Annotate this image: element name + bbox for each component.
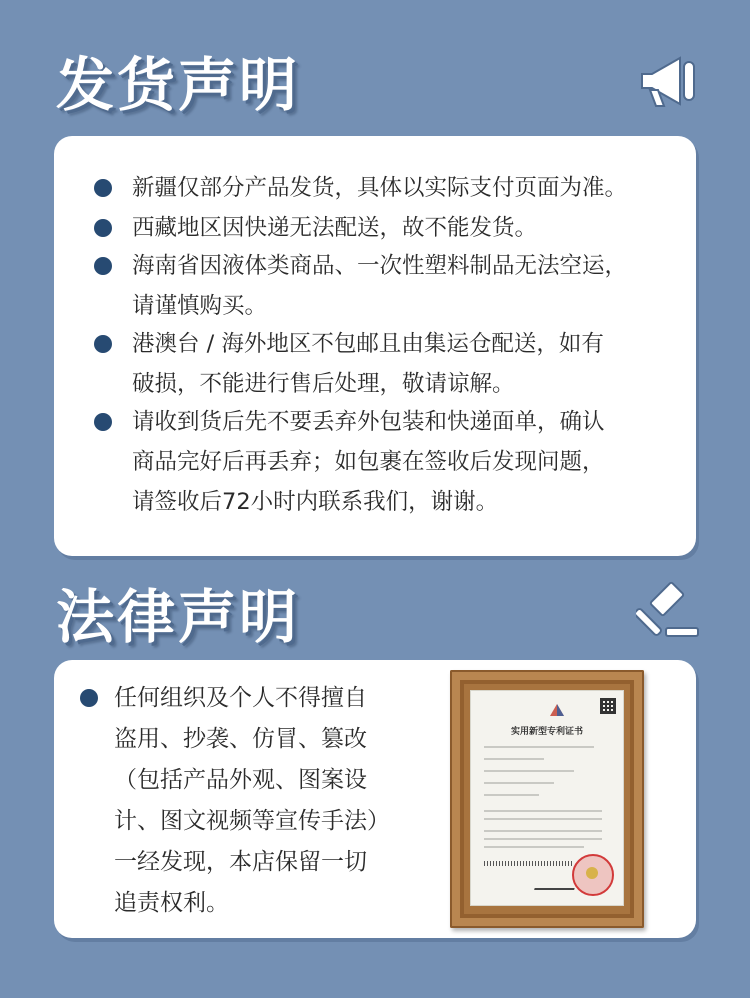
certificate-title: 实用新型专利证书	[510, 727, 583, 737]
bullet-icon	[94, 257, 112, 275]
megaphone-icon	[636, 54, 702, 112]
bullet-icon	[94, 179, 112, 197]
shipping-item: 新疆仅部分产品发货，具体以实际支付页面为准。	[94, 168, 676, 208]
legal-statement: 任何组织及个人不得擅自 盗用、抄袭、仿冒、篡改 （包括产品外观、图案设 计、图文视频等宣传手法） 一经发现，本店保留一切 追责权利。	[80, 678, 414, 924]
bullet-icon	[94, 219, 112, 237]
shipping-item: 港澳台 / 海外地区不包邮且由集运仓配送，如有 破损，不能进行售后处理，敬请谅解。	[94, 324, 676, 404]
shipping-item: 海南省因液体类商品、一次性塑料制品无法空运， 请谨慎购买。	[94, 246, 676, 326]
gavel-icon	[636, 580, 702, 642]
shipping-title: 发货声明	[56, 51, 301, 119]
bullet-icon	[94, 335, 112, 353]
shipping-card	[54, 136, 696, 556]
bullet-icon	[94, 413, 112, 431]
legal-card	[54, 660, 696, 938]
official-seal-icon	[572, 854, 614, 896]
barcode-icon	[484, 861, 574, 866]
cnipa-logo-icon	[548, 702, 566, 718]
shipping-item: 请收到货后先不要丢弃外包装和快递面单，确认 商品完好后再丢弃；如包裹在签收后发现问题， 请签收后72小时内联系我们，谢谢。	[94, 402, 676, 522]
qr-code-icon	[600, 698, 616, 714]
patent-certificate	[470, 690, 624, 906]
bullet-icon	[80, 689, 98, 707]
legal-title: 法律声明	[56, 583, 301, 651]
shipping-item: 西藏地区因快递无法配送，故不能发货。	[94, 208, 676, 248]
patent-certificate-frame	[450, 670, 644, 928]
